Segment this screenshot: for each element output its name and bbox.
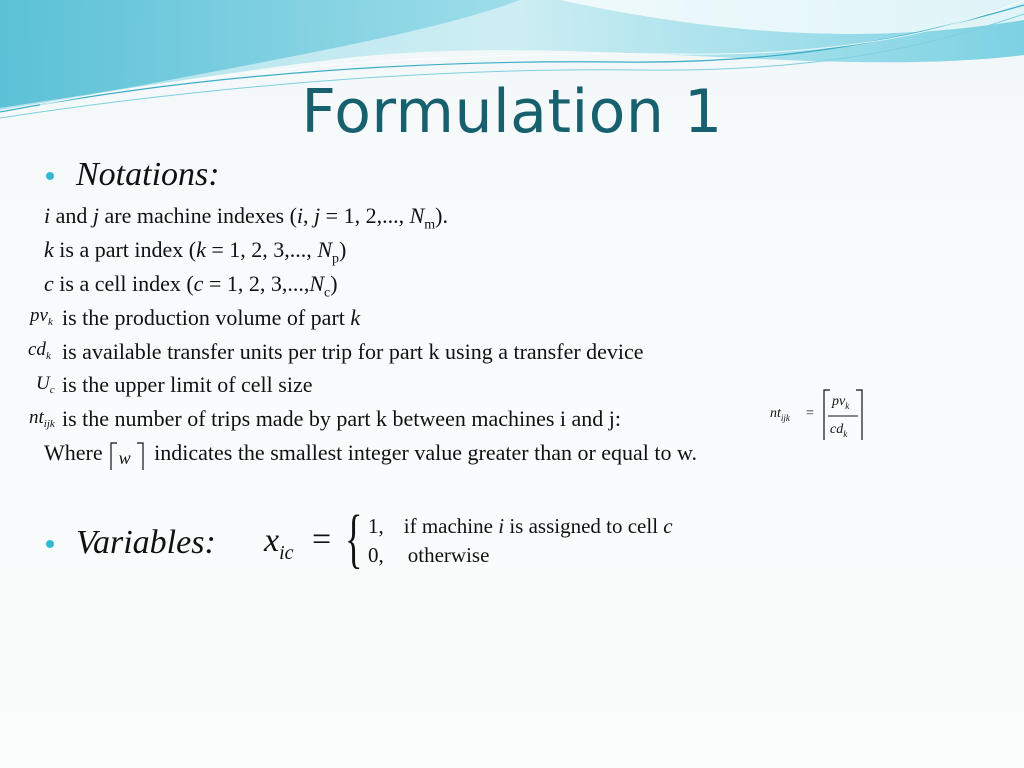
sym-N: N xyxy=(309,271,325,296)
case-value: 1, xyxy=(368,514,384,538)
subscript: k xyxy=(45,350,51,362)
formula-lhs xyxy=(770,406,790,423)
text: = 1, 2, 3,..., xyxy=(203,271,310,296)
text: are machine indexes ( xyxy=(99,203,297,228)
symbol-ntijk xyxy=(29,407,55,435)
text: otherwise xyxy=(407,543,490,567)
text: is a cell index ( xyxy=(53,271,194,296)
text: ) xyxy=(339,237,347,262)
sym-text: nt xyxy=(770,406,781,421)
sym-text: cd xyxy=(28,339,46,360)
notation-line-cell-size xyxy=(62,371,313,399)
subscript: k xyxy=(845,400,850,411)
text: , xyxy=(303,203,315,228)
text: indicates the smallest integer value greater than or equal to w. xyxy=(148,440,697,465)
formula-nt-ceiling xyxy=(770,386,870,444)
sym-j: j xyxy=(92,203,100,228)
sym-N: N xyxy=(409,203,425,228)
slide-title: Formulation 1 xyxy=(301,77,723,147)
case-value: 0, xyxy=(368,543,384,567)
sym-c: c xyxy=(44,271,54,296)
sym-k: k xyxy=(196,237,206,262)
sym-N: N xyxy=(317,237,332,262)
formula-denominator xyxy=(830,422,847,439)
symbol-pvk xyxy=(30,305,53,333)
notation-line-production-volume xyxy=(62,304,360,332)
sym-text: pv xyxy=(832,394,846,409)
variable-equals: = xyxy=(312,521,332,558)
sym-c: c xyxy=(193,271,204,296)
notation-line-number-of-trips xyxy=(62,405,621,433)
notations-heading: Notations: xyxy=(76,156,220,193)
notation-line-transfer-units xyxy=(62,338,644,366)
notation-line-ceiling-definition xyxy=(44,439,697,470)
text: = 1, 2,..., xyxy=(320,203,410,228)
sym-i: i xyxy=(44,203,51,228)
sym-i: i xyxy=(296,203,304,228)
notation-line-part-index xyxy=(44,236,346,273)
case-assigned xyxy=(368,513,673,539)
symbol-uc xyxy=(36,373,55,401)
bullet-variables xyxy=(46,540,54,548)
notation-line-machine-index xyxy=(44,202,448,239)
formula-eq: = xyxy=(806,406,814,421)
text: ) xyxy=(330,271,338,296)
text: if machine xyxy=(403,514,499,538)
text: is the number of trips made by part k between machines i and j: xyxy=(62,406,622,431)
symbol-cdk xyxy=(28,339,51,367)
text: = 1, 2, 3,..., xyxy=(205,237,318,262)
text: is available transfer units per trip for part k using a transfer device xyxy=(62,339,644,364)
subscript: k xyxy=(47,316,53,328)
sym-text: U xyxy=(36,373,50,394)
formula-numerator xyxy=(832,394,849,411)
sym-k: k xyxy=(350,305,361,330)
subscript: ijk xyxy=(780,412,790,423)
sym-i: i xyxy=(498,514,505,538)
sym-k: k xyxy=(44,237,54,262)
case-otherwise xyxy=(368,542,489,568)
notation-line-cell-index xyxy=(44,270,338,307)
subscript: m xyxy=(424,217,436,233)
subscript: k xyxy=(843,428,848,439)
sym-j: j xyxy=(314,203,321,228)
subscript: c xyxy=(49,384,55,396)
sym-c: c xyxy=(663,514,673,538)
sym-text: cd xyxy=(830,422,844,437)
subscript: ijk xyxy=(43,418,55,430)
sym-text: nt xyxy=(29,407,44,428)
text: Where xyxy=(44,440,103,465)
text: ). xyxy=(435,203,448,228)
subscript: c xyxy=(324,285,331,301)
sym-x: x xyxy=(264,522,280,559)
subscript: p xyxy=(332,251,339,267)
bullet-notations xyxy=(46,172,54,180)
sym-text: pv xyxy=(30,305,48,326)
text: is a part index ( xyxy=(53,237,197,262)
left-brace: { xyxy=(345,502,363,575)
subscript: ic xyxy=(279,542,294,564)
text: is the upper limit of cell size xyxy=(62,372,313,397)
text: is assigned to cell xyxy=(504,514,664,538)
text: is the production volume of part xyxy=(62,305,351,330)
variable-x-ic xyxy=(264,521,294,573)
text: and xyxy=(50,203,93,228)
variables-heading: Variables: xyxy=(76,524,216,561)
ceiling-w xyxy=(103,440,149,470)
sym-w: w xyxy=(118,447,131,468)
